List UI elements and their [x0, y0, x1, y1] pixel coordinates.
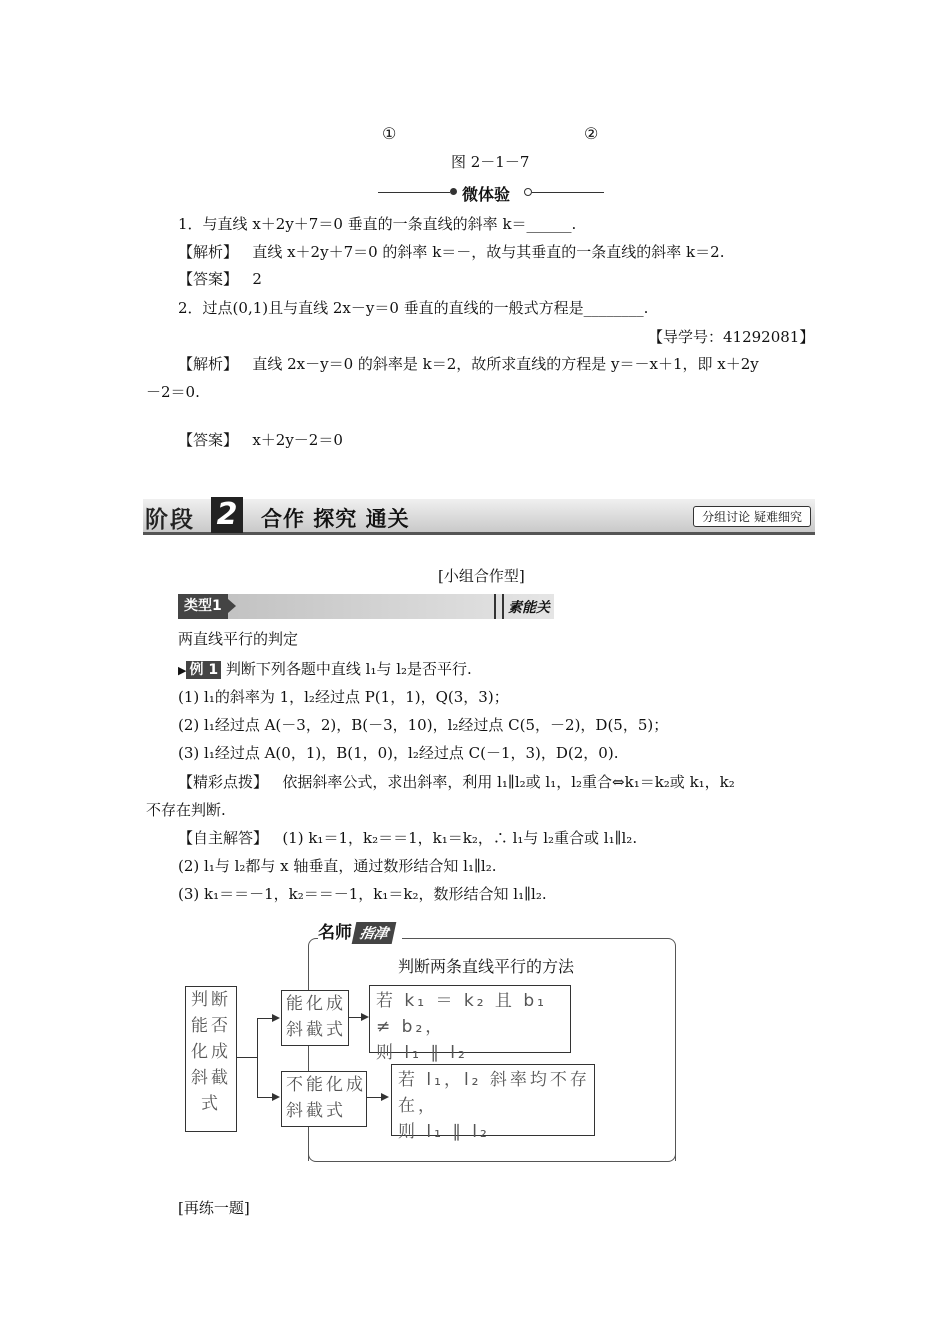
question-1: 1．与直线 x＋2y＋7＝0 垂直的一条直线的斜率 k＝______.	[178, 215, 577, 233]
guide-number: 【导学号：41292081】	[648, 328, 815, 346]
solve-tag: 【自主解答】	[178, 829, 269, 847]
stage-banner	[143, 499, 815, 535]
answer-tag: 【答案】	[178, 431, 239, 449]
q1-analysis: 【解析】 直线 x＋2y＋7＝0 的斜率 k＝－，故与其垂直的一条直线的斜率 k＝2.	[178, 243, 725, 261]
q2-analysis-line-2: －2＝0.	[146, 383, 200, 401]
figure-label-1: ①	[382, 124, 397, 143]
flow-top-right-box: 若 k₁ ＝ k₂ 且 b₁ ≠ b₂， 则 l₁ ∥ l₂	[369, 985, 571, 1053]
q2-analysis-line-1: 【解析】 直线 2x－y＝0 的斜率是 k＝2，故所求直线的方程是 y＝－x＋1，即 x＋2y	[178, 355, 759, 373]
flow-bot-mid-box: 不能化成 斜截式	[281, 1071, 367, 1127]
stage-number: 2	[211, 497, 243, 533]
group-heading: [小组合作型]	[438, 567, 525, 585]
figure-label-2: ②	[584, 124, 599, 143]
answer-tag: 【答案】	[178, 270, 239, 288]
solve-line-1: 【自主解答】 (1) k₁＝1，k₂＝＝1，k₁＝k₂，∴ l₁与 l₂重合或 l₁∥l₂.	[178, 829, 638, 847]
example-item-1: (1) l₁的斜率为 1，l₂经过点 P(1，1)，Q(3，3)；	[178, 688, 509, 706]
topic: 两直线平行的判定	[178, 630, 299, 648]
example-item-3: (3) l₁经过点 A(0，1)，B(1，0)，l₂经过点 C(－1，3)，D(2，0).	[178, 744, 619, 762]
q1-answer: 【答案】 2	[178, 270, 262, 288]
q2-answer: 【答案】 x＋2y－2＝0	[178, 431, 343, 449]
example-label: 例 1	[186, 661, 221, 679]
micro-title: 微体验	[462, 185, 511, 204]
flow-bot-right-box: 若 l₁，l₂ 斜率均不存在， 则 l₁ ∥ l₂	[391, 1064, 595, 1136]
analysis-tag: 【解析】	[178, 243, 239, 261]
stage-label: 阶段	[145, 507, 195, 533]
hint-line-2: 不存在判断.	[146, 801, 226, 819]
type-label: 类型1	[178, 594, 228, 619]
type-divider	[494, 594, 504, 619]
guide-header: 名师 指津	[318, 918, 402, 944]
example-1: ▶ 例 1 判断下列各题中直线 l₁与 l₂是否平行.	[178, 660, 472, 678]
hint-line-1: 【精彩点拨】 依据斜率公式，求出斜率，利用 l₁∥l₂或 l₁，l₂重合⇔k₁＝k₂或 k₁，k₂	[178, 773, 735, 791]
question-2: 2．过点(0,1)且与直线 2x－y＝0 垂直的直线的一般式方程是________.	[178, 299, 649, 317]
figure-caption: 图 2－1－7	[451, 153, 530, 171]
practice-heading: [再练一题]	[178, 1199, 250, 1217]
flow-top-mid-box: 能化成 斜截式	[281, 990, 349, 1046]
type-right: 素能关	[508, 600, 550, 616]
analysis-tag: 【解析】	[178, 355, 239, 373]
flow-left-box: 判断 能否 化成 斜截 式	[185, 986, 237, 1132]
micro-heading	[378, 181, 604, 205]
stage-title: 合作 探究 通关	[261, 507, 410, 531]
example-item-2: (2) l₁经过点 A(－3，2)，B(－3，10)，l₂经过点 C(5，－2)，D(5，5)；	[178, 716, 669, 734]
solve-line-3: (3) k₁＝＝－1，k₂＝＝－1，k₁＝k₂，数形结合知 l₁∥l₂.	[178, 885, 547, 903]
type-bar	[178, 594, 554, 619]
stage-subtitle: 分组讨论 疑难细究	[693, 506, 811, 527]
solve-line-2: (2) l₁与 l₂都与 x 轴垂直，通过数形结合知 l₁∥l₂.	[178, 857, 497, 875]
guide-title: 判断两条直线平行的方法	[398, 957, 575, 976]
hint-tag: 【精彩点拨】	[178, 773, 269, 791]
